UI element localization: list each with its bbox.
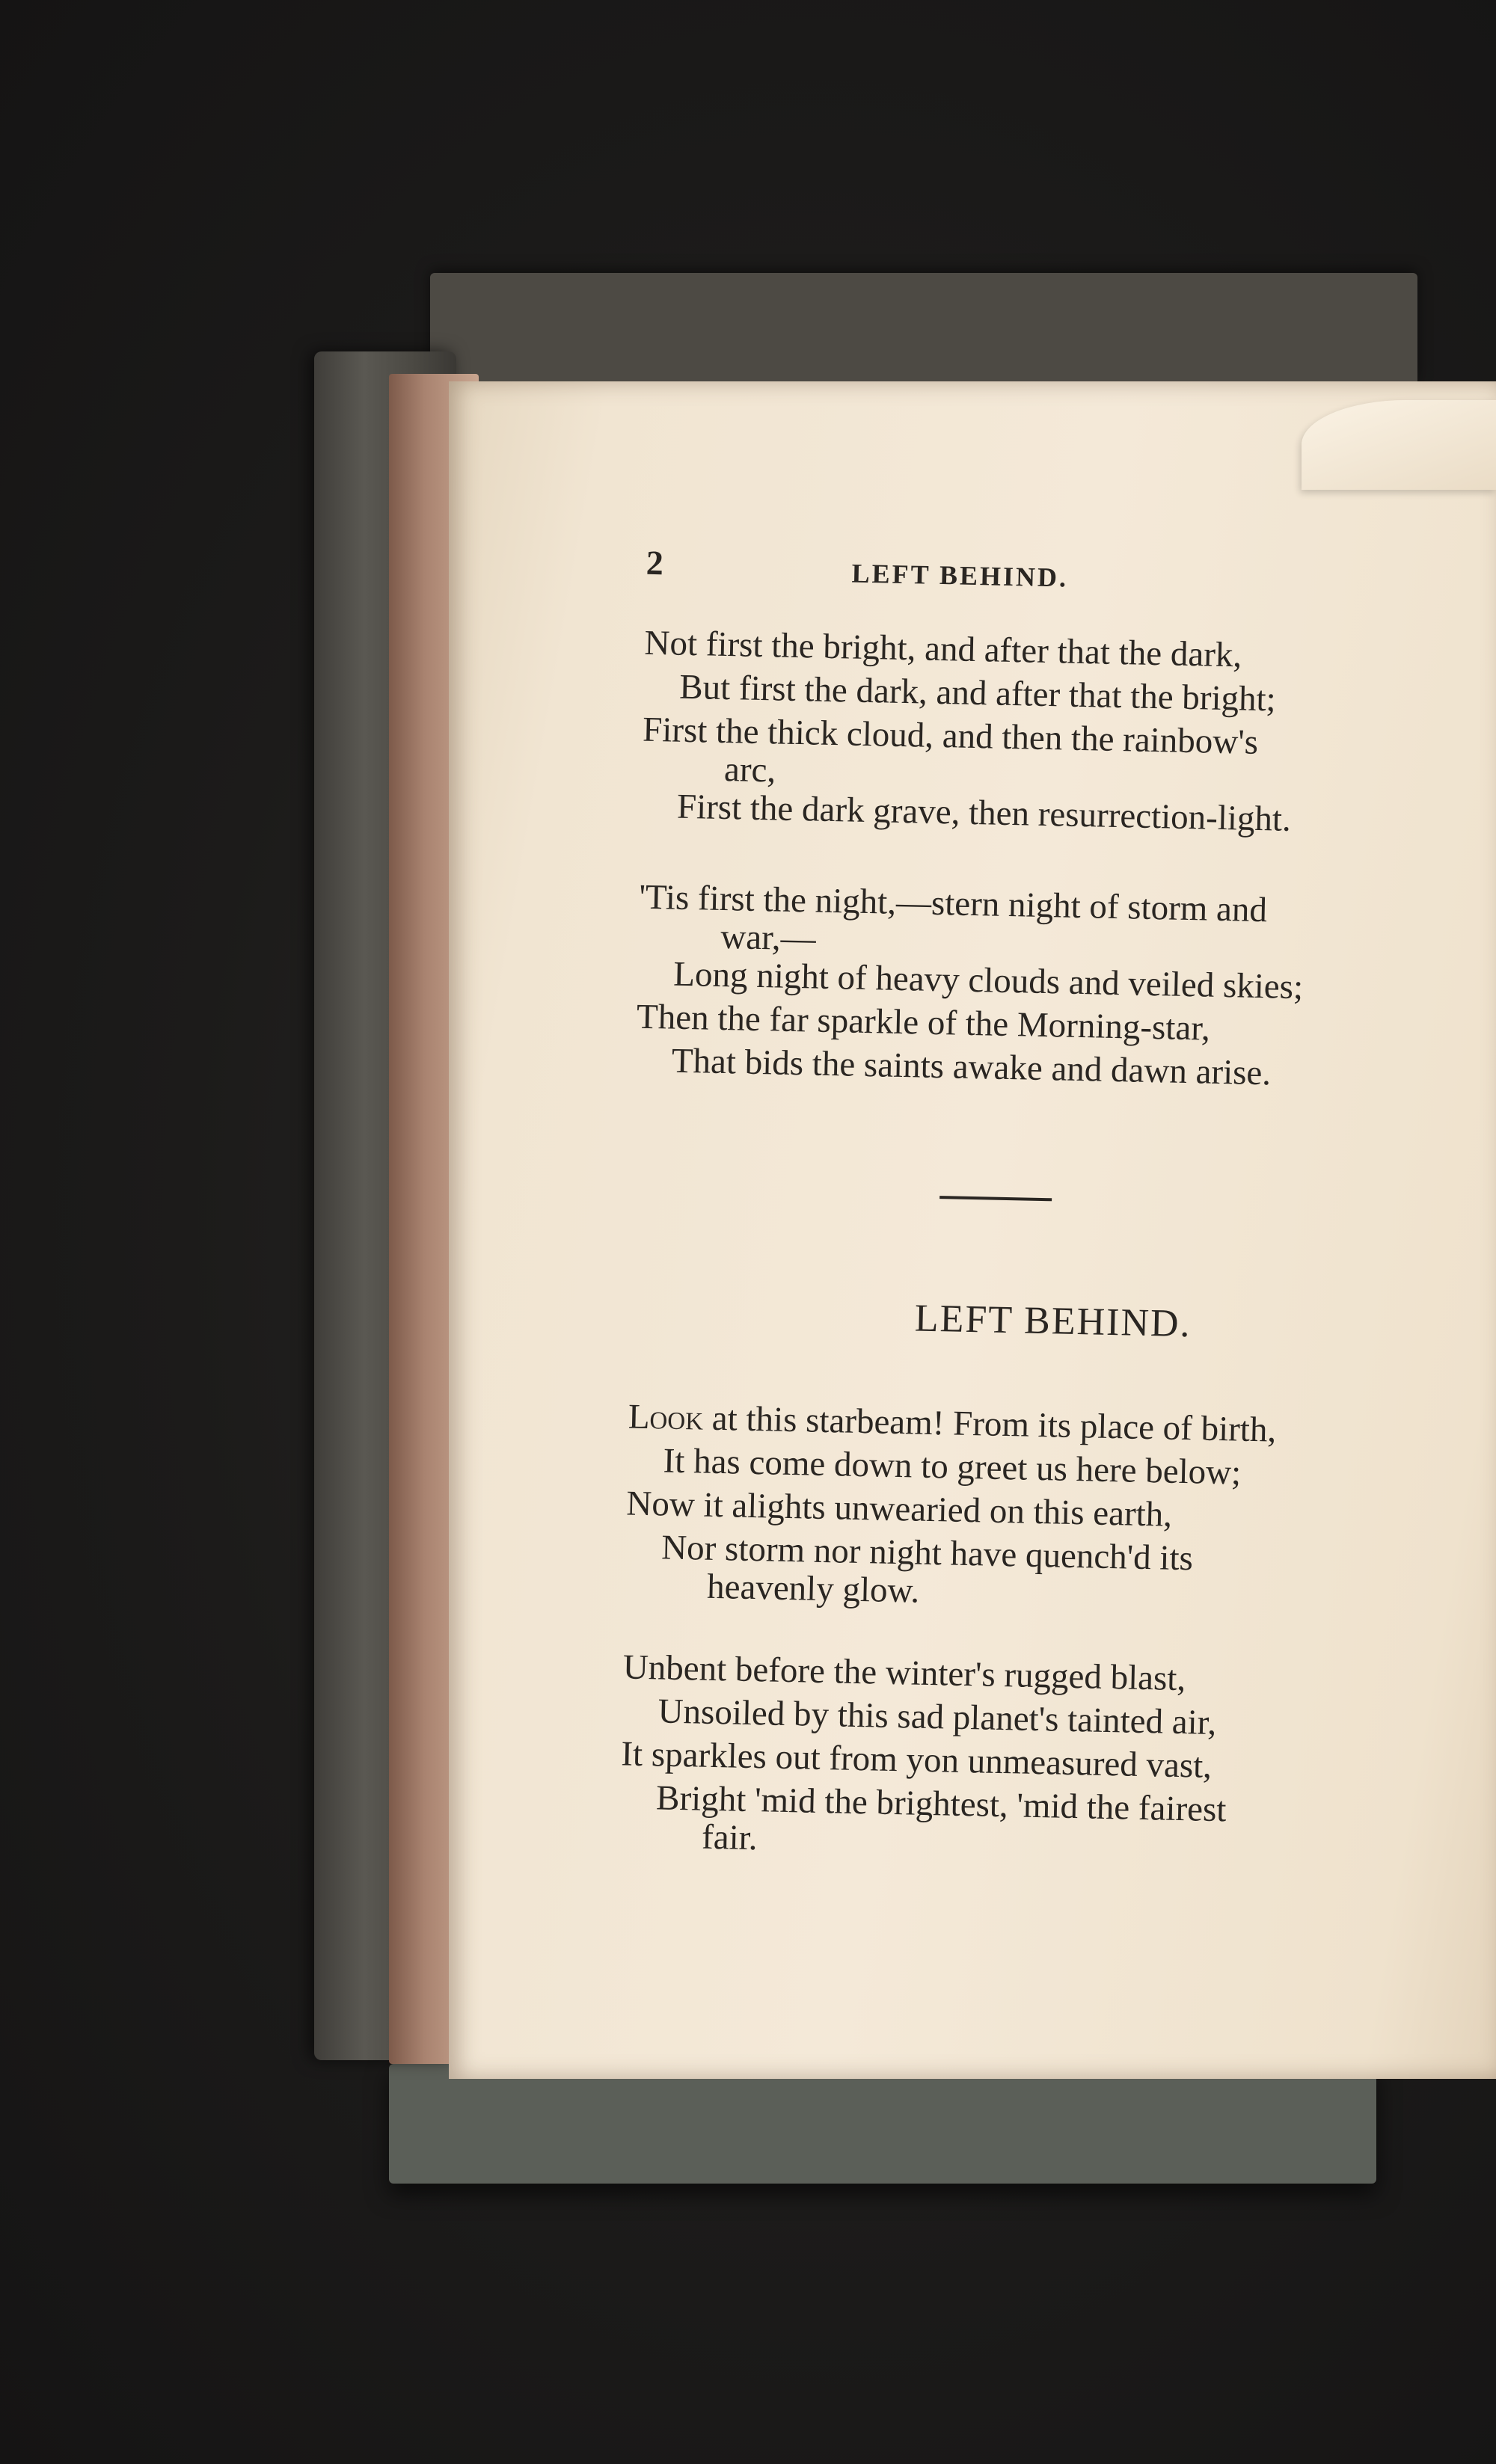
- verse-line: Bright 'mid the brightest, 'mid the fairest: [655, 1778, 1227, 1830]
- verse-line: 'Tis first the night,—stern night of storm and: [638, 877, 1268, 930]
- page-header: [646, 543, 1496, 613]
- page-number: 2: [646, 543, 664, 583]
- verse-line: First the dark grave, then resurrection-light.: [676, 787, 1292, 839]
- verse-line: arc,: [723, 749, 776, 790]
- stanza: [619, 1645, 1469, 1869]
- verse-line: Long night of heavy clouds and veiled skies;: [672, 954, 1304, 1007]
- section-divider: [939, 1196, 1052, 1201]
- verse-line: Then the far sparkle of the Morning-star,: [636, 997, 1211, 1048]
- stanza: [635, 876, 1485, 1100]
- stanza: [640, 621, 1490, 846]
- page-content: [428, 371, 1496, 2090]
- verse-line: It sparkles out from yon unmeasured vast,: [620, 1734, 1213, 1786]
- drop-word: Look: [628, 1397, 704, 1438]
- verse-line: war,—: [720, 917, 817, 959]
- book-front-cover: [430, 273, 1417, 385]
- poem-title: LEFT BEHIND.: [914, 1297, 1192, 1346]
- verse-line: It has come down to greet us here below;: [663, 1441, 1242, 1493]
- verse-line: That bids the saints awake and dawn arise.: [671, 1041, 1272, 1093]
- verse-line: But first the dark, and after that the bright;: [678, 667, 1277, 719]
- verse-line: Not first the bright, and after that the dark,: [644, 623, 1242, 675]
- verse-line: heavenly glow.: [706, 1567, 920, 1611]
- verse-line: fair.: [701, 1817, 758, 1858]
- verse-line-text: at this starbeam! From its place of birth,: [711, 1398, 1277, 1450]
- verse-line: Unbent before the winter's rugged blast,: [622, 1647, 1186, 1699]
- verse-line: Unsoiled by this sad planet's tainted air,: [657, 1692, 1217, 1743]
- stanza: [625, 1395, 1474, 1619]
- verse-line: First the thick cloud, and then the rainbow's: [642, 710, 1259, 762]
- verse-line: Nor storm nor night have quench'd its: [660, 1528, 1194, 1579]
- running-title: LEFT BEHIND.: [851, 558, 1069, 593]
- verse-line: Now it alights unwearied on this earth,: [625, 1484, 1173, 1534]
